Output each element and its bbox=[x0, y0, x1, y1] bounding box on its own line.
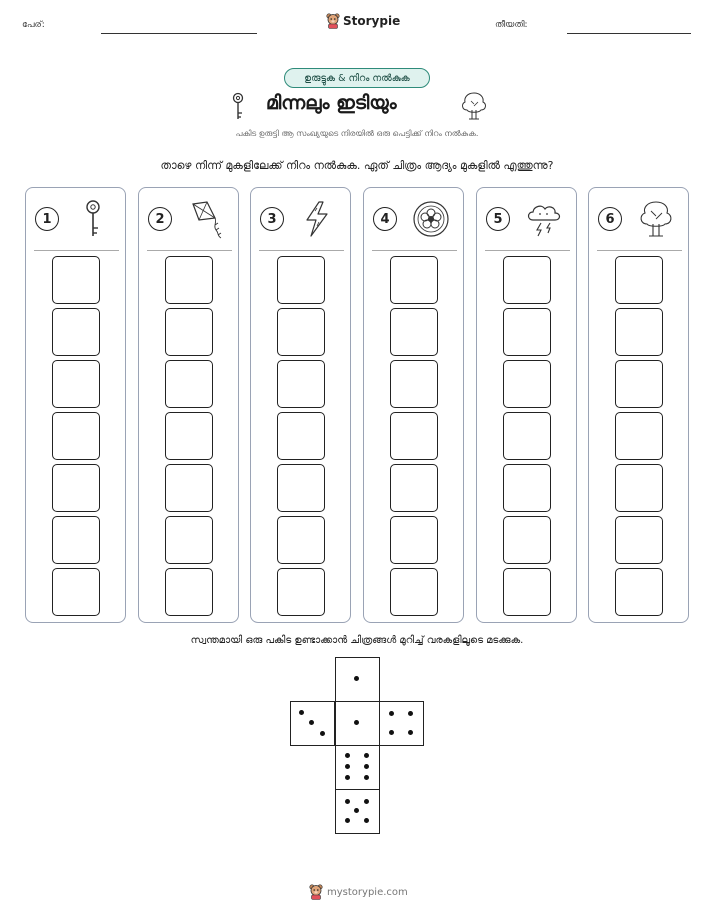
date-line[interactable] bbox=[567, 33, 691, 34]
color-box[interactable] bbox=[390, 412, 438, 460]
storypie-logo bbox=[326, 13, 400, 29]
color-box[interactable] bbox=[503, 412, 551, 460]
column-number: 3 bbox=[260, 207, 284, 231]
color-box[interactable] bbox=[165, 308, 213, 356]
color-box[interactable] bbox=[503, 516, 551, 564]
lightning-icon bbox=[297, 198, 339, 240]
color-box[interactable] bbox=[52, 412, 100, 460]
page-title: മിന്നലും ഇടിയും bbox=[266, 92, 397, 114]
instruction: താഴെ നിന്ന് മുകളിലേക്ക് നിറം നൽകുക. ഏത് ചിത്രം ആദ്യം മുകളിൽ എത്തുന്നു? bbox=[160, 159, 554, 172]
dice-face-3 bbox=[290, 701, 335, 746]
dice-face-4 bbox=[379, 701, 424, 746]
color-box[interactable] bbox=[52, 516, 100, 564]
color-box[interactable] bbox=[52, 308, 100, 356]
key-icon bbox=[229, 92, 247, 122]
color-box[interactable] bbox=[503, 360, 551, 408]
color-box[interactable] bbox=[277, 256, 325, 304]
column-1 bbox=[25, 187, 126, 623]
color-box[interactable] bbox=[390, 464, 438, 512]
flower-plate-icon bbox=[410, 198, 452, 240]
color-box[interactable] bbox=[52, 360, 100, 408]
column-2 bbox=[138, 187, 239, 623]
color-box[interactable] bbox=[503, 568, 551, 616]
color-box[interactable] bbox=[52, 464, 100, 512]
color-box[interactable] bbox=[503, 256, 551, 304]
bear-mascot-icon bbox=[309, 884, 323, 900]
color-box[interactable] bbox=[615, 568, 663, 616]
color-box[interactable] bbox=[390, 308, 438, 356]
tree-icon bbox=[459, 90, 489, 122]
color-box[interactable] bbox=[390, 516, 438, 564]
column-3 bbox=[250, 187, 351, 623]
color-box[interactable] bbox=[390, 360, 438, 408]
color-box[interactable] bbox=[165, 516, 213, 564]
color-box[interactable] bbox=[165, 412, 213, 460]
color-box[interactable] bbox=[503, 464, 551, 512]
color-box[interactable] bbox=[503, 308, 551, 356]
date-label: തീയതി: bbox=[495, 20, 528, 30]
color-box[interactable] bbox=[615, 256, 663, 304]
color-box[interactable] bbox=[52, 256, 100, 304]
color-box[interactable] bbox=[277, 360, 325, 408]
color-box[interactable] bbox=[277, 412, 325, 460]
column-number: 1 bbox=[35, 207, 59, 231]
name-label: പേര്: bbox=[22, 20, 45, 30]
color-box[interactable] bbox=[165, 256, 213, 304]
dice-face-6 bbox=[335, 745, 380, 790]
color-box[interactable] bbox=[277, 308, 325, 356]
color-box[interactable] bbox=[165, 464, 213, 512]
site-footer bbox=[309, 884, 408, 900]
kite-icon bbox=[185, 198, 227, 240]
bear-mascot-icon bbox=[326, 13, 340, 29]
column-number: 6 bbox=[598, 207, 622, 231]
dice-face-5 bbox=[335, 789, 380, 834]
dice-instruction: സ്വന്തമായി ഒരു പകിട ഉണ്ടാക്കാൻ ചിത്രങ്ങൾ മുറിച്ച് വരകളിലൂടെ മടക്കുക. bbox=[190, 635, 524, 646]
color-box[interactable] bbox=[615, 464, 663, 512]
storm-cloud-icon bbox=[523, 198, 565, 240]
column-4 bbox=[363, 187, 464, 623]
title-row bbox=[0, 90, 714, 122]
column-number: 2 bbox=[148, 207, 172, 231]
color-box[interactable] bbox=[277, 516, 325, 564]
color-box[interactable] bbox=[615, 516, 663, 564]
name-line[interactable] bbox=[101, 33, 257, 34]
color-box[interactable] bbox=[165, 360, 213, 408]
brand-name: Storypie bbox=[343, 14, 401, 28]
color-box[interactable] bbox=[615, 412, 663, 460]
column-number: 5 bbox=[486, 207, 510, 231]
column-5 bbox=[476, 187, 577, 623]
color-box[interactable] bbox=[52, 568, 100, 616]
color-box[interactable] bbox=[277, 464, 325, 512]
column-number: 4 bbox=[373, 207, 397, 231]
color-box[interactable] bbox=[165, 568, 213, 616]
color-box[interactable] bbox=[615, 308, 663, 356]
tree-icon bbox=[635, 198, 677, 240]
color-box[interactable] bbox=[615, 360, 663, 408]
color-box[interactable] bbox=[390, 568, 438, 616]
key-icon bbox=[72, 198, 114, 240]
dice-face-1 bbox=[335, 657, 380, 702]
dice-face-1 bbox=[335, 701, 380, 746]
color-box[interactable] bbox=[390, 256, 438, 304]
activity-badge: ഉരുട്ടുക & നിറം നൽകുക bbox=[284, 68, 430, 88]
site-url[interactable]: mystorypie.com bbox=[327, 886, 408, 898]
subtitle: പകിട ഉരുട്ടി ആ സംഖ്യയുടെ നിരയിൽ ഒരു പെട്ടിക്ക് നിറം നൽകുക. bbox=[235, 129, 479, 138]
color-box[interactable] bbox=[277, 568, 325, 616]
column-6 bbox=[588, 187, 689, 623]
